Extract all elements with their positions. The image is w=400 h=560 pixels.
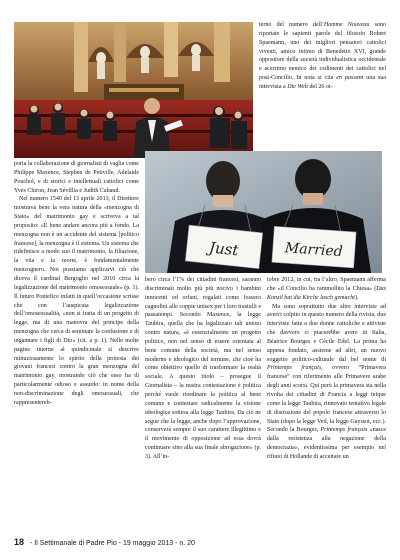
right-column-top-text: terno del numero dell’Homme Nouveau sono riportate le sapienti parole del filosofo Robert Spaemann, uno dei migliori pensatori cattolici viventi, amico intimo di Benedetto XVI, grande oppositore della società individualistica occidentale e acerrimo nemico dei cedimenti dei cattolici nel post-Concilio. In nota si cita en passant una sua intervista a Die Welt del 26 ot- <box>259 22 386 90</box>
parliament-photo <box>14 22 253 158</box>
sign-married: Married <box>284 240 344 261</box>
just-married-photo <box>145 151 382 273</box>
parliament-photo-illustration <box>14 22 253 158</box>
page-number: 18 <box>14 537 25 547</box>
just-married-photo-illustration <box>145 151 382 273</box>
right-column-text: tobre 2012, in cui, tra l’altro, Spaemann afferma che «il Concilio ha rammollito la Chiesa» (Das Konzil hat die Kirche lasch gemacht). Ma sono soprattutto due altre interviste ad averci colpito in questo numero della rivista, due interviste fatte a due donne cattoliche e attiviste che davvero ci piacerebbe avere in Italia, Béatrice Bourges e Cécile Edel. La prima ha appena fondato, assieme ad altri, un nuovo soggetto politico-culturale dal bel nome di Printemps français, ovvero “Primavera francese” con riferimento alle Primavere arabe degli anni scorsi. Qui però la primavera sta nella rivolta dei cittadini di Francia a leggi inique come la legge Taubira, rinnovato tentativo legale di distruzione del popolo francese attraverso lo Stato (dopo la legge Veil, la legge Gayssot, ecc.). Secondo la Bourges, Printemps français «nasce dalla resistenza alla negazione della democrazia», evidentissima per esempio nel rifiuto di Hollande di accettare un <box>267 277 387 460</box>
footer-publication: - Il Settimanale di Padre Pio - 19 maggio 2013 - n. 20 <box>29 540 195 547</box>
middle-column-text: bero circa l’1% dei cittadini francesi, saranno discriminati molto più più nocivo i bambini innocenti ed orfani, regalati come fossero cagnolini alle coppie unisex per i loro trastulli e passatempi. Secondo Maxence, la legge Taubira, quella che ha legalizzato tali unioni contro natura, «è essenzialmente un progetto politico, non nel senso di essere orientata al bene comune della società, ma nel senso moderno e ideologico del termine, che cioè ha come obiettivo quello di trasformare la realtà sociale. A questo titolo – prosegue il Giornalista – la nostra contestazione è politica perché vuole riordinare la politica al bene comune e contestare radicalmente la visione ideologica sottesa alla legge Taubira. Da ciò ne segue che la legge, anche dopo l’approvazione, conserverà sempre il suo carattere illegittimo e il movimento di opposizione ad essa dovrà continuare sino alla sua finale abrogazione» (p. 3). All’in- <box>145 277 261 460</box>
left-column-text: porta la collaborazione di giornalisti di vaglia come Philippe Maxence, Stephen de Petiville, Adelaide Pouchol, e di storici e intellettuali cattolici come Yves Chiron, Jean Sévillia e Judith Cabaud. Nel numero 1540 del 13 aprile 2013, il Direttore mostrava bene la vera natura della «menzogna di Stato» del matrimonio gay e scriveva a tal proposito: «È bene andare ancora più a fondo. La menzogna non è un accidente del sistema [politico francese], la menzogna è il sistema. Un sistema che ridefinisce a modo suo il matrimonio, la filiazione, la vita e la morte, è fondamentalmente menzognero. Noi possiamo applicarvi ciò che diceva il cardinal Bergoglio nel 2010 circa la legalizzazione del matrimonio omosessuale» (p. 1). Il futuro Pontefice infatti in quell’occasione scrisse che con l’auspicata legalizzazione dell’omosessualità, «non si tratta di un progetto di legge, ma di una manovra del principe della menzogna che cerca di seminare la confusione e di ingannare i figli di Dio» (cit. a p. 1). Nelle molte pagine interne al quindicinale si descrive minuziosamente lo spirito della protesta dei giovani francesi contro la gran menzogna del matrimonio gay, mostrando ciò che esso ha di particolarmente odioso e assurdo: in nome della non-discriminazione degli omosessuali, che rappresentereb- <box>14 161 139 406</box>
page-footer <box>14 535 386 549</box>
sign-just: Just <box>208 238 240 260</box>
